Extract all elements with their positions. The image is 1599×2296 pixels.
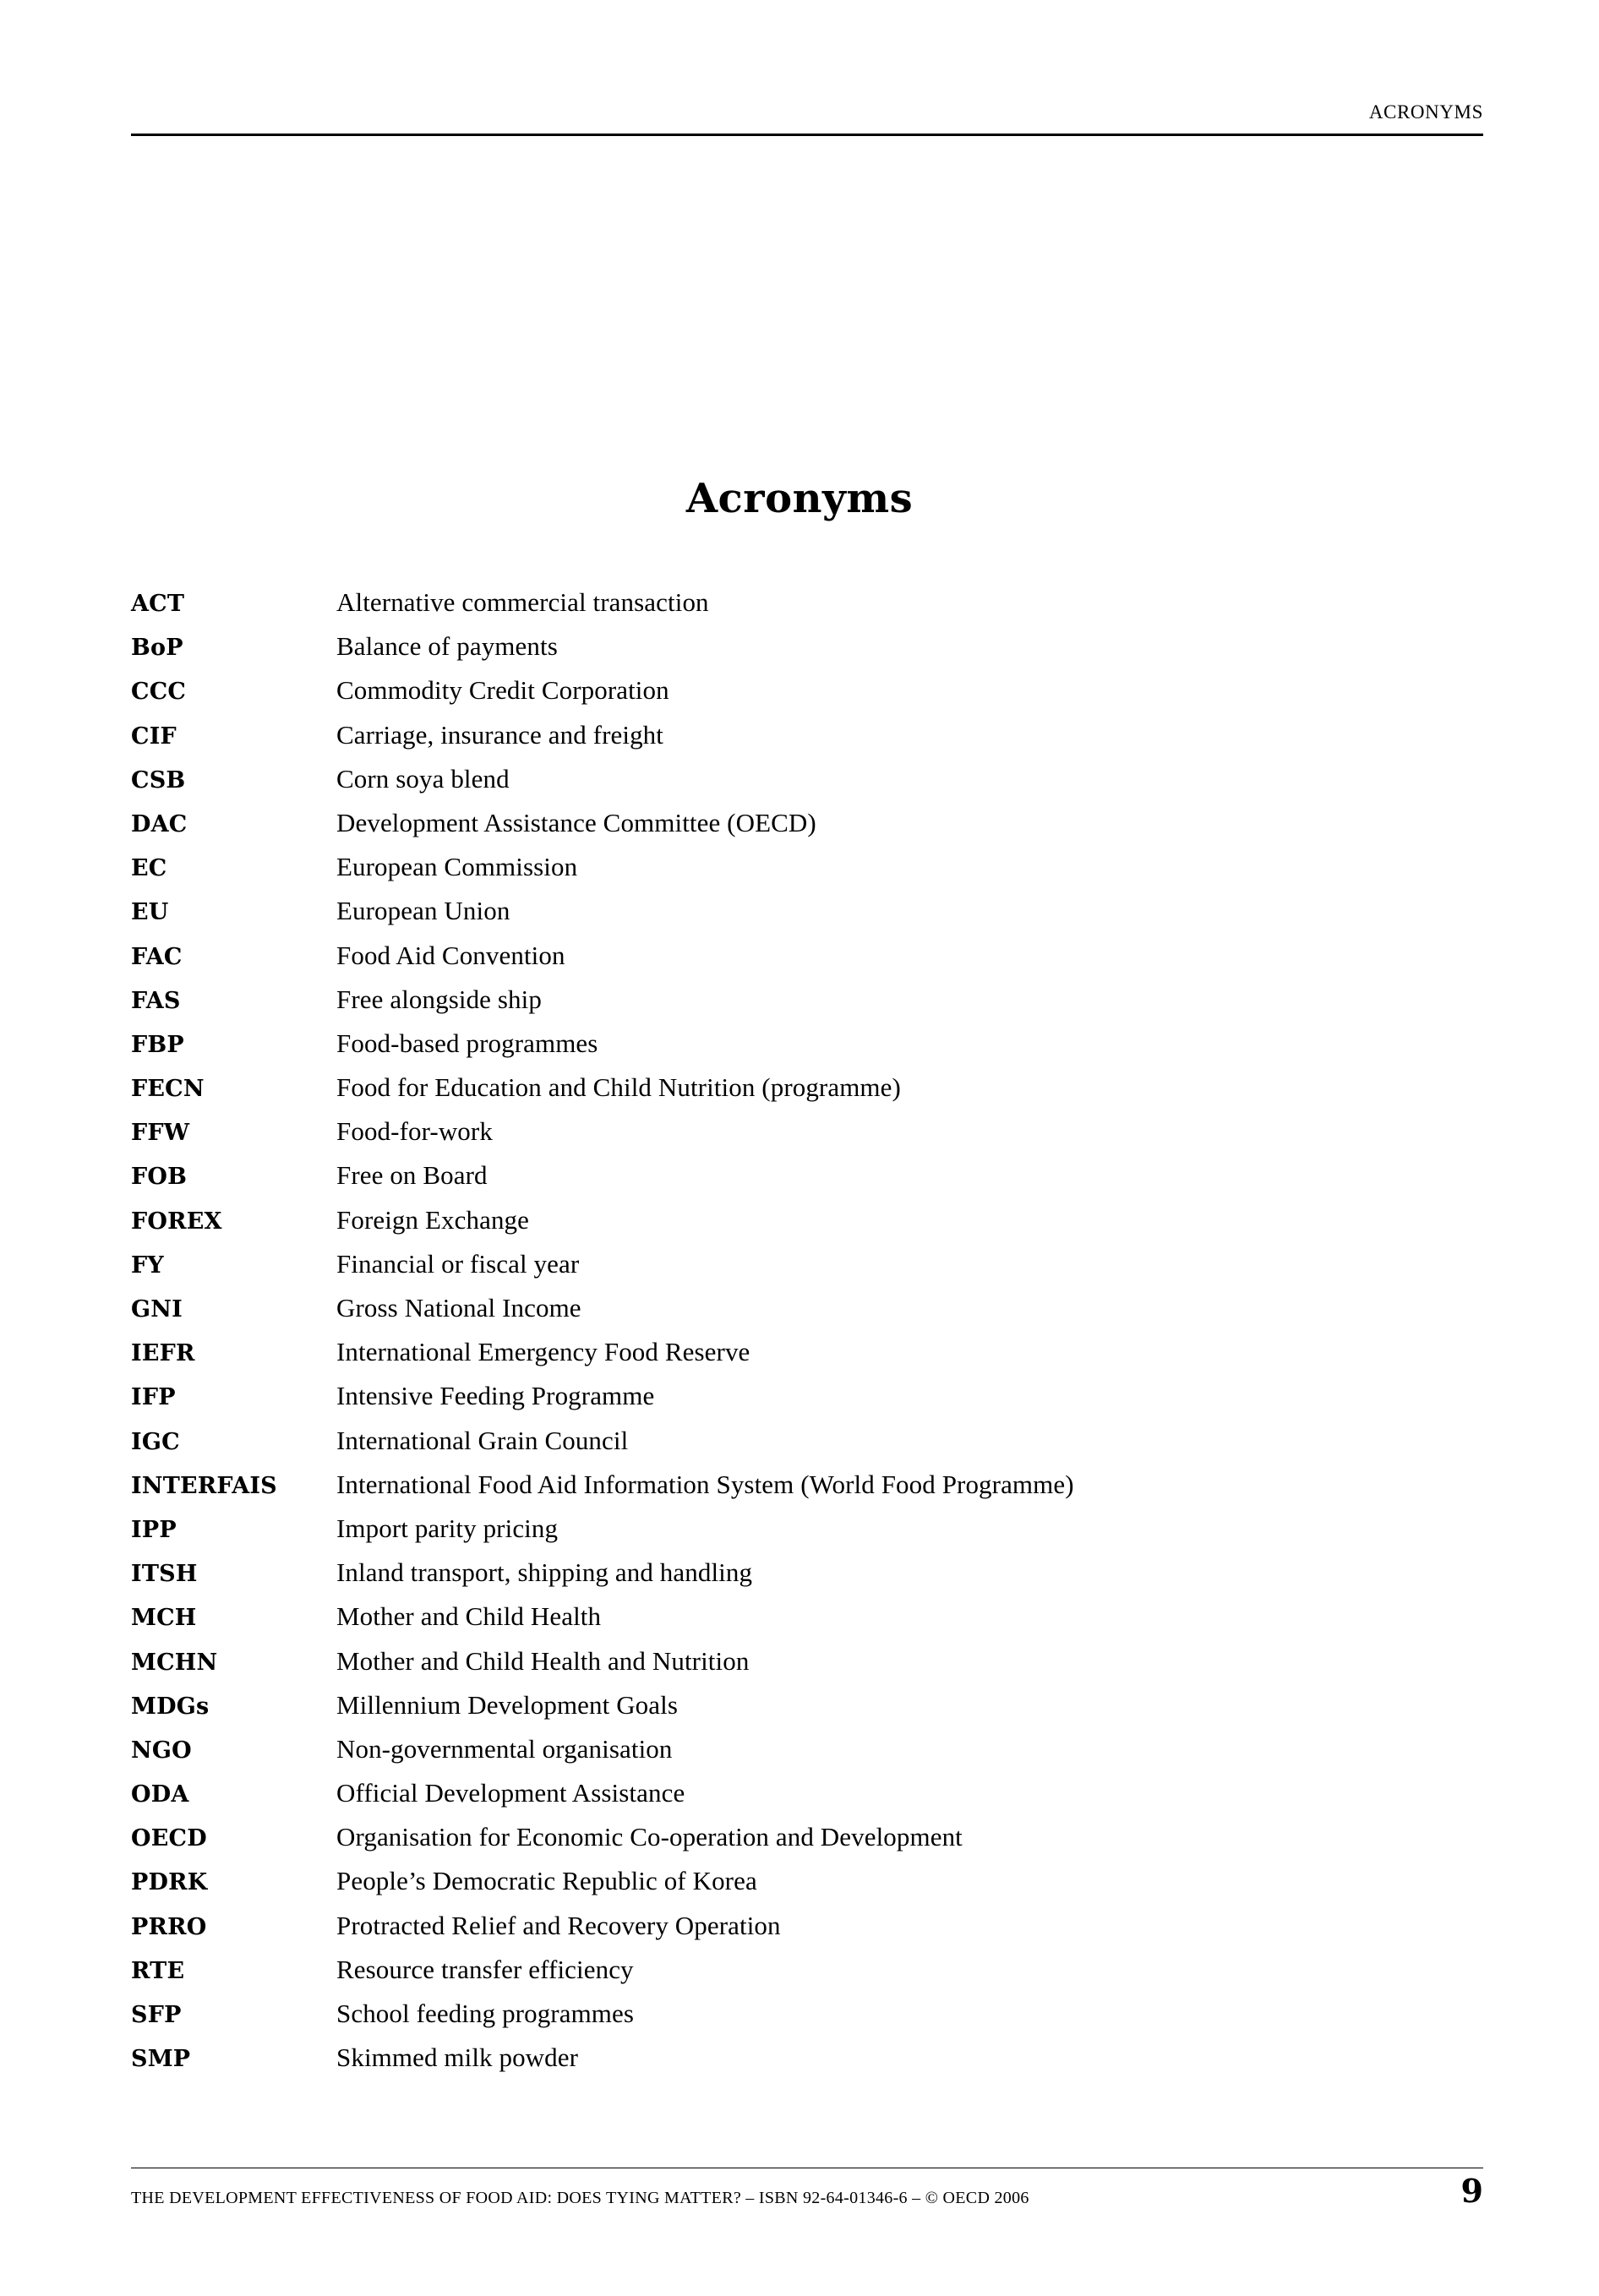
acronym-term: PRRO bbox=[131, 1913, 207, 1940]
acronym-term: OECD bbox=[131, 1825, 207, 1852]
acronym-term: FAC bbox=[131, 943, 183, 970]
acronym-definition: Millennium Development Goals bbox=[336, 1689, 679, 1720]
acronym-definition: Corn soya blend bbox=[336, 763, 510, 794]
acronym-row bbox=[131, 764, 1500, 808]
acronym-term: RTE bbox=[131, 1957, 185, 1984]
page-title: Acronyms bbox=[685, 475, 914, 523]
acronym-term: MDGs bbox=[131, 1693, 210, 1720]
acronym-definition: Gross National Income bbox=[336, 1293, 581, 1323]
acronym-definition: People’s Democratic Republic of Korea bbox=[336, 1866, 757, 1896]
acronym-definition: Non-governmental organisation bbox=[336, 1733, 673, 1764]
acronym-row bbox=[131, 1601, 1500, 1645]
acronym-definition: European Union bbox=[336, 896, 510, 926]
acronym-row bbox=[131, 1646, 1500, 1690]
acronym-term: SMP bbox=[131, 2046, 191, 2073]
acronym-row bbox=[131, 808, 1500, 852]
acronym-definition: International Emergency Food Reserve bbox=[336, 1337, 750, 1367]
acronym-row bbox=[131, 1116, 1500, 1160]
acronym-definition: Resource transfer efficiency bbox=[336, 1954, 634, 1984]
acronym-list bbox=[131, 587, 1500, 2086]
acronym-row bbox=[131, 631, 1500, 675]
acronym-row bbox=[131, 984, 1500, 1028]
acronym-term: NGO bbox=[131, 1737, 192, 1764]
acronym-term: FBP bbox=[131, 1031, 184, 1058]
acronym-row bbox=[131, 1426, 1500, 1470]
acronym-definition: Food Aid Convention bbox=[336, 940, 565, 970]
acronym-term: ACT bbox=[131, 591, 185, 617]
acronym-row bbox=[131, 1866, 1500, 1910]
acronym-definition: Alternative commercial transaction bbox=[336, 587, 709, 617]
acronym-term: ODA bbox=[131, 1781, 189, 1808]
acronym-term: EU bbox=[131, 899, 169, 926]
acronym-term: FFW bbox=[131, 1120, 190, 1147]
acronym-term: FECN bbox=[131, 1076, 205, 1103]
acronym-definition: Mother and Child Health bbox=[336, 1601, 602, 1632]
acronym-row bbox=[131, 1955, 1500, 1999]
acronym-definition: Development Assistance Committee (OECD) bbox=[336, 807, 816, 837]
acronym-definition: Import parity pricing bbox=[336, 1513, 559, 1543]
acronym-row bbox=[131, 1205, 1500, 1249]
acronym-row bbox=[131, 675, 1500, 719]
acronym-row bbox=[131, 1999, 1500, 2042]
acronym-definition: Organisation for Economic Co-operation and Development bbox=[336, 1822, 963, 1852]
acronym-definition: Balance of payments bbox=[336, 631, 558, 662]
acronym-term: PDRK bbox=[131, 1869, 208, 1896]
acronym-term: IFP bbox=[131, 1384, 176, 1411]
acronym-definition: Food-based programmes bbox=[336, 1028, 598, 1058]
acronym-term: ITSH bbox=[131, 1561, 198, 1588]
acronym-term: CSB bbox=[131, 766, 186, 794]
acronym-definition: Mother and Child Health and Nutrition bbox=[336, 1645, 750, 1676]
footer-source-line: THE DEVELOPMENT EFFECTIVENESS OF FOOD AID: DOES TYING MATTER? – ISBN 92-64-01346-6 – © OECD 2006 bbox=[131, 2189, 1029, 2207]
acronym-definition: European Commission bbox=[336, 852, 578, 882]
acronym-definition: Food-for-work bbox=[336, 1116, 493, 1147]
acronym-row bbox=[131, 1249, 1500, 1293]
acronym-term: SFP bbox=[131, 2002, 182, 2028]
acronym-definition: Free on Board bbox=[336, 1160, 488, 1191]
acronym-definition: Commodity Credit Corporation bbox=[336, 675, 669, 706]
acronym-term: BoP bbox=[131, 635, 183, 662]
acronym-definition: International Food Aid Information System (World Food Programme) bbox=[336, 1469, 1074, 1499]
acronym-row bbox=[131, 1513, 1500, 1557]
acronym-row bbox=[131, 2042, 1500, 2086]
acronym-row bbox=[131, 896, 1500, 940]
acronym-term: FY bbox=[131, 1252, 164, 1279]
acronym-definition: School feeding programmes bbox=[336, 1999, 635, 2028]
acronym-term: IEFR bbox=[131, 1340, 195, 1367]
acronym-definition: International Grain Council bbox=[336, 1425, 629, 1455]
acronym-term: CCC bbox=[131, 679, 187, 706]
page-number: 9 bbox=[1460, 2172, 1483, 2210]
acronym-definition: Protracted Relief and Recovery Operation bbox=[336, 1910, 781, 1940]
acronym-term: IPP bbox=[131, 1516, 177, 1543]
acronym-term: MCHN bbox=[131, 1649, 218, 1676]
acronym-row bbox=[131, 1822, 1500, 1866]
acronym-row bbox=[131, 1072, 1500, 1116]
acronym-term: CIF bbox=[131, 723, 177, 750]
acronym-definition: Foreign Exchange bbox=[336, 1204, 529, 1235]
acronym-definition: Intensive Feeding Programme bbox=[336, 1381, 655, 1411]
acronym-row bbox=[131, 852, 1500, 896]
acronym-definition: Free alongside ship bbox=[336, 984, 542, 1014]
acronym-row bbox=[131, 1690, 1500, 1734]
acronym-row bbox=[131, 1778, 1500, 1822]
acronym-row bbox=[131, 1160, 1500, 1204]
acronym-term: IGC bbox=[131, 1428, 180, 1455]
acronym-row bbox=[131, 1381, 1500, 1425]
header-rule bbox=[131, 134, 1483, 136]
acronym-term: DAC bbox=[131, 810, 188, 837]
acronym-row bbox=[131, 1557, 1500, 1601]
acronym-row bbox=[131, 1028, 1500, 1072]
acronym-term: FAS bbox=[131, 987, 181, 1014]
acronym-definition: Food for Education and Child Nutrition (programme) bbox=[336, 1072, 901, 1103]
acronym-term: FOB bbox=[131, 1164, 188, 1191]
acronym-term: GNI bbox=[131, 1296, 183, 1323]
acronym-row bbox=[131, 1470, 1500, 1513]
acronym-definition: Skimmed milk powder bbox=[336, 2042, 579, 2073]
acronym-term: INTERFAIS bbox=[131, 1472, 277, 1499]
acronym-row bbox=[131, 1293, 1500, 1337]
acronym-definition: Inland transport, shipping and handling bbox=[336, 1557, 753, 1588]
acronym-row bbox=[131, 941, 1500, 984]
acronym-row bbox=[131, 1337, 1500, 1381]
acronym-term: FOREX bbox=[131, 1208, 222, 1235]
acronym-row bbox=[131, 1911, 1500, 1955]
acronym-row bbox=[131, 1734, 1500, 1778]
acronym-row bbox=[131, 720, 1500, 764]
acronym-definition: Carriage, insurance and freight bbox=[336, 719, 663, 750]
acronym-definition: Official Development Assistance bbox=[336, 1778, 685, 1808]
running-head: ACRONYMS bbox=[1368, 101, 1483, 123]
acronym-definition: Financial or fiscal year bbox=[336, 1248, 580, 1279]
acronym-row bbox=[131, 587, 1500, 631]
acronym-term: EC bbox=[131, 855, 167, 882]
acronym-term: MCH bbox=[131, 1605, 197, 1632]
